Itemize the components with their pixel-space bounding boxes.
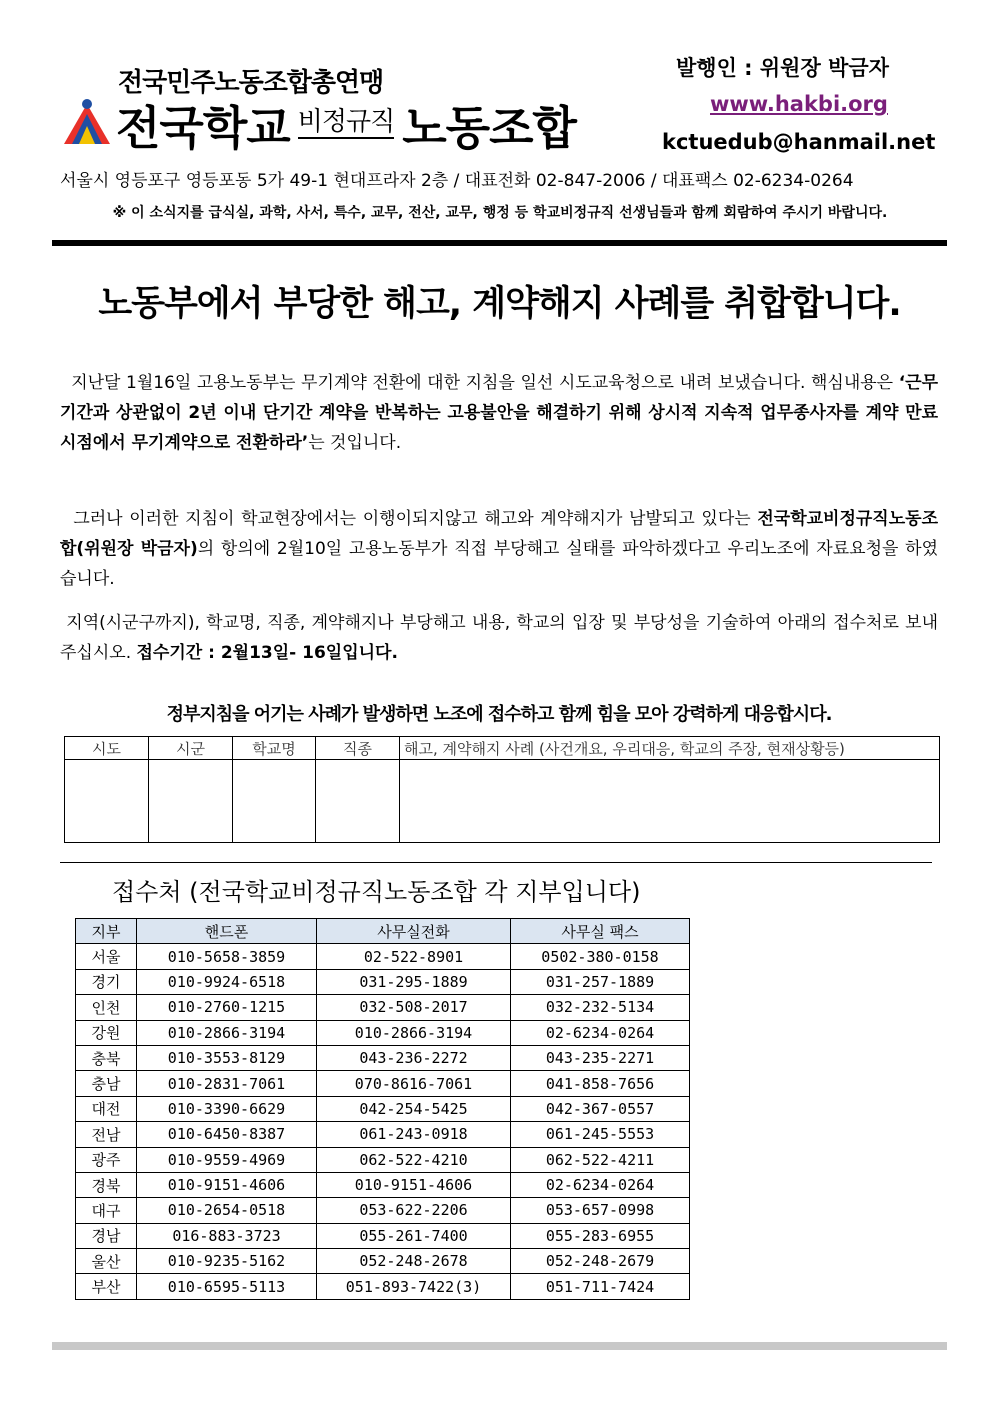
website-link[interactable]: www.hakbi.org xyxy=(710,92,888,116)
contact-office-phone: 061-243-0918 xyxy=(317,1122,511,1147)
contact-office-phone: 053-622-2206 xyxy=(317,1198,511,1223)
contact-mobile: 010-2866-3194 xyxy=(137,1020,317,1045)
contact-branch: 강원 xyxy=(76,1020,137,1045)
table-row xyxy=(76,1096,690,1121)
email-address[interactable]: kctuedub@hanmail.net xyxy=(662,130,936,154)
contact-office-phone: 052-248-2678 xyxy=(317,1249,511,1274)
contact-office-phone: 055-261-7400 xyxy=(317,1223,511,1248)
paragraph-3 xyxy=(60,608,938,668)
contact-branch: 경남 xyxy=(76,1223,137,1248)
contact-office-phone: 043-236-2272 xyxy=(317,1045,511,1070)
case-report-table xyxy=(64,736,940,843)
table-row xyxy=(76,995,690,1020)
contact-mobile: 010-9559-4969 xyxy=(137,1147,317,1172)
contact-office-fax: 041-858-7656 xyxy=(511,1071,690,1096)
table-row xyxy=(76,1223,690,1248)
contact-mobile: 010-9235-5162 xyxy=(137,1249,317,1274)
paragraph-1 xyxy=(60,368,938,458)
contact-office-phone: 051-893-7422(3) xyxy=(317,1274,511,1299)
table-row xyxy=(76,944,690,969)
paragraph-2-emphasis: 전국학교비정규직노동조합(위원장 박금자) xyxy=(60,509,938,559)
contact-office-phone: 062-522-4210 xyxy=(317,1147,511,1172)
contact-mobile: 010-2831-7061 xyxy=(137,1071,317,1096)
contact-header-office-fax: 사무실 팩스 xyxy=(511,919,690,944)
paragraph-2-end: 의 항의에 2월10일 고용노동부가 직접 부당해고 실태를 파악하겠다고 우리노조에 자료요청을 하였습니다. xyxy=(60,539,938,589)
contact-mobile: 010-2654-0518 xyxy=(137,1198,317,1223)
case-table-header-row xyxy=(65,737,940,760)
headline: 노동부에서 부당한 해고, 계약해지 사례를 취합합니다. xyxy=(98,284,901,324)
contact-mobile: 010-9151-4606 xyxy=(137,1172,317,1197)
reception-title: 접수처 (전국학교비정규직노동조합 각 지부입니다) xyxy=(112,878,641,906)
contact-office-fax: 051-711-7424 xyxy=(511,1274,690,1299)
union-name-part1: 전국학교 xyxy=(116,101,290,155)
union-name-part2: 비정규직 xyxy=(297,107,395,137)
paragraph-2-text: 그러나 이러한 지침이 학교현장에서는 이행이되지않고 해고와 계약해지가 남발되고 있다는 xyxy=(73,509,758,529)
contact-header-mobile: 핸드폰 xyxy=(137,919,317,944)
table-row xyxy=(76,1045,690,1070)
reception-period: 접수기간 : 2월13일- 16일입니다. xyxy=(136,643,398,663)
contact-office-phone: 032-508-2017 xyxy=(317,995,511,1020)
contact-branch: 충북 xyxy=(76,1045,137,1070)
contact-mobile: 010-6450-8387 xyxy=(137,1122,317,1147)
contact-branch: 전남 xyxy=(76,1122,137,1147)
paragraph-1-end: 는 것입니다. xyxy=(308,433,402,453)
contact-office-fax: 0502-380-0158 xyxy=(511,944,690,969)
contact-office-fax: 043-235-2271 xyxy=(511,1045,690,1070)
contact-mobile: 010-3553-8129 xyxy=(137,1045,317,1070)
contact-branch: 서울 xyxy=(76,944,137,969)
paragraph-1-text: 지난달 1월16일 고용노동부는 무기계약 전환에 대한 지침을 일선 시도교육청으로 내려 보냈습니다. 핵심내용은 xyxy=(71,373,899,393)
contact-branch: 울산 xyxy=(76,1249,137,1274)
section-divider xyxy=(60,862,932,863)
table-row xyxy=(76,1249,690,1274)
contact-table-header-row xyxy=(76,919,690,944)
header-divider xyxy=(52,240,947,246)
address-line: 서울시 영등포구 영등포동 5가 49-1 현대프라자 2층 / 대표전화 02-847-2006 / 대표팩스 02-6234-0264 xyxy=(60,171,854,191)
contact-branch: 대구 xyxy=(76,1198,137,1223)
table-row xyxy=(76,969,690,994)
contact-branch: 경기 xyxy=(76,969,137,994)
circulation-notice: ※ 이 소식지를 급식실, 과학, 사서, 특수, 교무, 전산, 교무, 행정 등 학교비정규직 선생님들과 함께 회람하여 주시기 바랍니다. xyxy=(112,205,888,221)
case-header-city: 시군 xyxy=(149,737,233,760)
contact-office-fax: 052-248-2679 xyxy=(511,1249,690,1274)
case-cell-province[interactable] xyxy=(65,760,149,843)
paragraph-3-text: 지역(시군구까지), 학교명, 직종, 계약해지나 부당해고 내용, 학교의 입장 및 부당성을 기술하여 아래의 접수처로 보내주십시오. xyxy=(60,613,938,663)
table-row xyxy=(76,1122,690,1147)
publisher: 발행인 : 위원장 박금자 xyxy=(676,56,889,80)
union-logo-icon xyxy=(62,98,112,146)
contact-table-body xyxy=(76,944,690,1299)
footer-bar xyxy=(52,1342,947,1350)
contact-office-fax: 02-6234-0264 xyxy=(511,1172,690,1197)
contact-branch: 인천 xyxy=(76,995,137,1020)
case-cell-school[interactable] xyxy=(233,760,316,843)
contact-header-office-phone: 사무실전화 xyxy=(317,919,511,944)
contact-office-phone: 070-8616-7061 xyxy=(317,1071,511,1096)
contact-office-fax: 032-232-5134 xyxy=(511,995,690,1020)
contact-mobile: 016-883-3723 xyxy=(137,1223,317,1248)
contact-office-phone: 010-2866-3194 xyxy=(317,1020,511,1045)
contact-office-fax: 042-367-0557 xyxy=(511,1096,690,1121)
case-header-job: 직종 xyxy=(316,737,400,760)
paragraph-1-emphasis: ‘근무기간과 상관없이 2년 이내 단기간 계약을 반복하는 고용불안을 해결하기 위해 상시적 지속적 업무종사자를 계약 만료시점에서 무기계약으로 전환하라’ xyxy=(60,373,939,453)
table-row xyxy=(76,1147,690,1172)
contact-mobile: 010-6595-5113 xyxy=(137,1274,317,1299)
paragraph-2 xyxy=(60,504,938,594)
contact-office-fax: 053-657-0998 xyxy=(511,1198,690,1223)
contact-mobile: 010-2760-1215 xyxy=(137,995,317,1020)
contact-branch: 경북 xyxy=(76,1172,137,1197)
case-cell-job[interactable] xyxy=(316,760,400,843)
table-row xyxy=(76,1198,690,1223)
table-row xyxy=(76,1172,690,1197)
contact-office-phone: 031-295-1889 xyxy=(317,969,511,994)
contact-mobile: 010-3390-6629 xyxy=(137,1096,317,1121)
contact-branch: 대전 xyxy=(76,1096,137,1121)
union-name xyxy=(116,96,576,154)
table-row xyxy=(76,1274,690,1299)
call-to-action: 정부지침을 어기는 사례가 발생하면 노조에 접수하고 함께 힘을 모아 강력하게 대응합시다. xyxy=(166,704,832,725)
contact-office-phone: 010-9151-4606 xyxy=(317,1172,511,1197)
contact-office-phone: 042-254-5425 xyxy=(317,1096,511,1121)
contact-office-fax: 055-283-6955 xyxy=(511,1223,690,1248)
contact-branch: 충남 xyxy=(76,1071,137,1096)
contact-branch: 광주 xyxy=(76,1147,137,1172)
contact-office-phone: 02-522-8901 xyxy=(317,944,511,969)
federation-name: 전국민주노동조합총연맹 xyxy=(118,68,384,98)
contact-office-fax: 062-522-4211 xyxy=(511,1147,690,1172)
table-row xyxy=(76,1071,690,1096)
contact-office-fax: 061-245-5553 xyxy=(511,1122,690,1147)
case-table-entry-row xyxy=(65,760,940,843)
contact-header-branch: 지부 xyxy=(76,919,137,944)
case-header-province: 시도 xyxy=(65,737,149,760)
case-cell-city[interactable] xyxy=(149,760,233,843)
contact-office-fax: 02-6234-0264 xyxy=(511,1020,690,1045)
table-row xyxy=(76,1020,690,1045)
contact-branch: 부산 xyxy=(76,1274,137,1299)
contact-office-fax: 031-257-1889 xyxy=(511,969,690,994)
contact-mobile: 010-5658-3859 xyxy=(137,944,317,969)
contact-table xyxy=(75,918,690,1300)
contact-mobile: 010-9924-6518 xyxy=(137,969,317,994)
union-name-part3: 노동조합 xyxy=(402,101,576,155)
case-header-description: 해고, 계약해지 사례 (사건개요, 우리대응, 학교의 주장, 현재상황등) xyxy=(400,737,940,760)
case-cell-description[interactable] xyxy=(400,760,940,843)
case-header-school: 학교명 xyxy=(233,737,316,760)
